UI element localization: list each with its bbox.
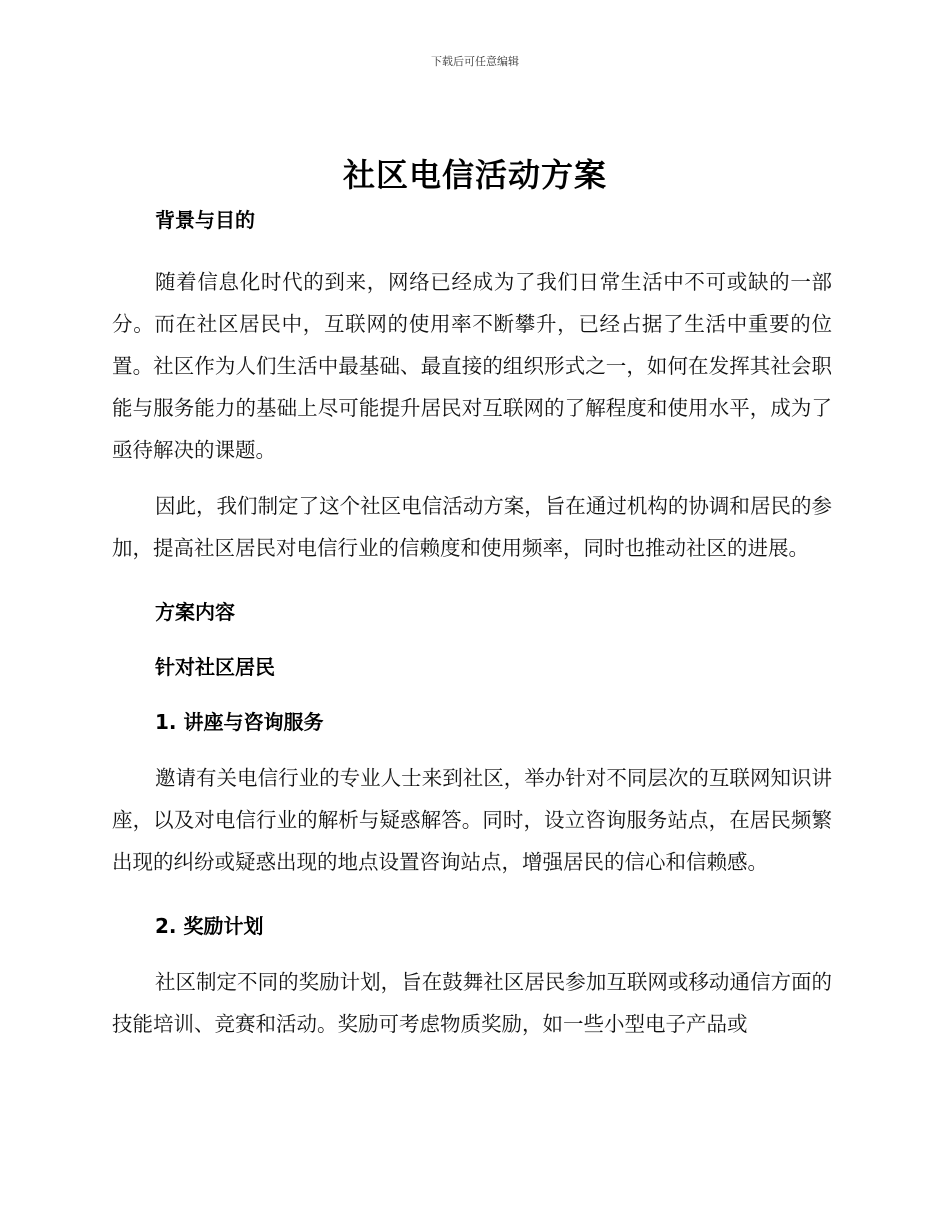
item-heading-lectures: 1. 讲座与咨询服务 — [155, 710, 324, 734]
section-heading-plan: 方案内容 — [155, 600, 235, 624]
item-heading-rewards: 2. 奖励计划 — [155, 914, 264, 938]
section-heading-background: 背景与目的 — [155, 208, 255, 232]
section-heading-residents: 针对社区居民 — [155, 655, 275, 679]
paragraph-background-2: 因此，我们制定了这个社区电信活动方案，旨在通过机构的协调和居民的参加，提高社区居民对电信行业的信赖度和使用频率，同时也推动社区的进展。 — [112, 494, 832, 560]
paragraph-lectures: 邀请有关电信行业的专业人士来到社区，举办针对不同层次的互联网知识讲座，以及对电信行业的解析与疑惑解答。同时，设立咨询服务站点，在居民频繁出现的纠纷或疑惑出现的地点设置咨询站点，增强居民的信心和信赖感。 — [112, 766, 832, 874]
document-body — [112, 198, 832, 1045]
document-title: 社区电信活动方案 — [342, 156, 607, 194]
paragraph-rewards: 社区制定不同的奖励计划，旨在鼓舞社区居民参加互联网或移动通信方面的技能培训、竞赛和活动。奖励可考虑物质奖励，如一些小型电子产品或 — [112, 970, 832, 1036]
page-header: 下载后可任意编辑 — [431, 55, 519, 68]
paragraph-background-1: 随着信息化时代的到来，网络已经成为了我们日常生活中不可或缺的一部分。而在社区居民中，互联网的使用率不断攀升，已经占据了生活中重要的位置。社区作为人们生活中最基础、最直接的组织形式之一，如何在发挥其社会职能与服务能力的基础上尽可能提升居民对互联网的了解程度和使用水平，成为了亟待解决的课题。 — [112, 270, 832, 462]
